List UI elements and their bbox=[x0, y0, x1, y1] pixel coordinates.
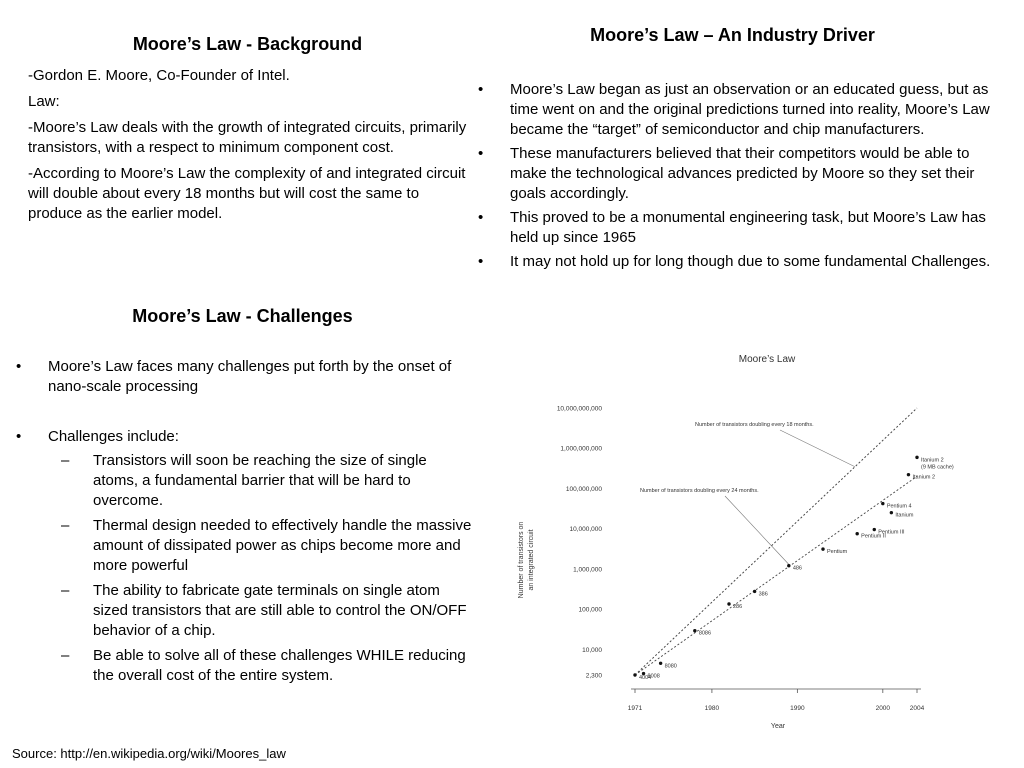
background-line: -Moore’s Law deals with the growth of integrated circuits, primarily transistors, with a respect to minimum component cost. bbox=[28, 119, 467, 156]
data-point bbox=[787, 564, 790, 567]
source-citation: Source: http://en.wikipedia.org/wiki/Moores_law bbox=[12, 746, 286, 761]
trend-leader-line bbox=[780, 430, 855, 467]
y-tick-label: 2,300 bbox=[585, 672, 602, 680]
challenge-bullet-text: Moore’s Law faces many challenges put forth by the onset of nano-scale processing bbox=[48, 358, 452, 395]
x-tick-label: 1980 bbox=[704, 705, 720, 712]
data-point bbox=[727, 602, 730, 605]
bullet-glyph: • bbox=[16, 358, 22, 375]
data-point-label: 286 bbox=[733, 603, 743, 610]
challenge-bullet bbox=[16, 427, 480, 686]
data-point-label: Pentium II bbox=[861, 533, 886, 540]
x-axis-label: Year bbox=[770, 723, 786, 730]
driver-bullet bbox=[478, 80, 995, 140]
challenge-bullet-text: Challenges include: bbox=[48, 428, 179, 445]
background-line: -Gordon E. Moore, Co-Founder of Intel. bbox=[28, 67, 290, 84]
challenges-body bbox=[16, 357, 480, 691]
challenge-sub-text: The ability to fabricate gate terminals on single atom sized transistors that are still able to control the ON/OFF behavior of a chip. bbox=[93, 582, 467, 639]
trend-leader-line bbox=[725, 496, 790, 566]
data-point bbox=[693, 629, 696, 632]
chart-title: Moore’s Law bbox=[738, 354, 796, 365]
data-point-label: 8086 bbox=[698, 630, 712, 637]
data-point bbox=[753, 590, 756, 593]
y-tick-label: 10,000,000,000 bbox=[556, 405, 602, 413]
bullet-glyph: • bbox=[478, 253, 484, 270]
data-point-label: Itanium 2 bbox=[921, 457, 944, 464]
data-point bbox=[821, 547, 824, 550]
driver-bullet bbox=[478, 252, 995, 272]
data-point-label: (9 MB cache) bbox=[921, 464, 954, 471]
data-point-label: 4004 bbox=[639, 675, 652, 681]
data-point-label: 386 bbox=[758, 591, 768, 598]
x-tick-label: 2004 bbox=[909, 705, 925, 712]
challenge-sub-item bbox=[61, 646, 475, 686]
data-point bbox=[642, 672, 645, 675]
data-point bbox=[633, 673, 636, 676]
background-body bbox=[28, 66, 470, 224]
driver-bullet-text: These manufacturers believed that their competitors would be able to make the technological advances predicted by Moore so they set their goals accordingly. bbox=[510, 145, 975, 202]
data-point bbox=[890, 511, 893, 514]
driver-bullet-text: It may not hold up for long though due to some fundamental Challenges. bbox=[510, 253, 991, 270]
data-point bbox=[855, 532, 858, 535]
challenge-sub-item bbox=[61, 451, 475, 511]
trend-line bbox=[635, 408, 917, 675]
data-point bbox=[873, 528, 876, 531]
trend-line-label: Number of transistors doubling every 24 months. bbox=[640, 488, 759, 494]
bullet-glyph: • bbox=[16, 428, 22, 445]
data-point bbox=[659, 662, 662, 665]
background-title: Moore’s Law - Background bbox=[132, 34, 363, 54]
challenge-sub-text: Thermal design needed to effectively handle the massive amount of dissipated power as chips become more and more powerful bbox=[93, 517, 472, 574]
data-point bbox=[881, 502, 884, 505]
bullet-glyph: • bbox=[478, 209, 484, 226]
trend-line-label: Number of transistors doubling every 18 months. bbox=[695, 422, 814, 428]
challenge-sub-text: Transistors will soon be reaching the size of single atoms, a fundamental barrier that will be hard to overcome. bbox=[93, 452, 427, 509]
driver-bullet-text: Moore’s Law began as just an observation or an educated guess, but as time went on and the original predictions turned into reality, Moore’s Law became the “target” of semiconductor and chip manufacturers. bbox=[510, 81, 990, 138]
y-tick-label: 100,000 bbox=[578, 606, 602, 614]
dash-glyph: – bbox=[61, 517, 70, 534]
challenge-bullet bbox=[16, 357, 480, 397]
background-line: Law: bbox=[28, 93, 60, 110]
dash-glyph: – bbox=[61, 452, 70, 469]
bullet-glyph: • bbox=[478, 145, 484, 162]
driver-bullet bbox=[478, 144, 995, 204]
challenge-sub-item bbox=[61, 516, 475, 576]
moores-law-chart bbox=[505, 340, 995, 735]
dash-glyph: – bbox=[61, 582, 70, 599]
data-point bbox=[915, 456, 918, 459]
driver-bullet bbox=[478, 208, 995, 248]
challenge-sub-item bbox=[61, 581, 475, 641]
driver-title: Moore’s Law – An Industry Driver bbox=[590, 25, 875, 45]
x-tick-label: 1990 bbox=[790, 705, 805, 712]
data-point-label: Pentium III bbox=[878, 529, 905, 536]
driver-bullet-text: This proved to be a monumental engineering task, but Moore’s Law has held up since 1965 bbox=[510, 209, 986, 246]
data-point-label: Itanium bbox=[895, 512, 914, 519]
data-point-label: 8008 bbox=[647, 673, 660, 680]
data-point-label: 486 bbox=[792, 565, 803, 572]
y-tick-label: 10,000,000 bbox=[569, 526, 602, 534]
x-tick-label: 2000 bbox=[875, 705, 891, 712]
y-tick-label: 1,000,000 bbox=[573, 566, 602, 574]
x-tick-label: 1971 bbox=[627, 705, 643, 712]
driver-body bbox=[478, 80, 995, 272]
trend-line bbox=[635, 476, 917, 675]
y-tick-label: 100,000,000 bbox=[565, 485, 602, 493]
y-tick-label: 10,000 bbox=[582, 646, 602, 654]
data-point-label: Pentium bbox=[827, 549, 848, 556]
data-point bbox=[907, 473, 910, 476]
y-axis-label: an integrated circuit bbox=[528, 529, 535, 591]
dash-glyph: – bbox=[61, 647, 70, 664]
challenge-sub-text: Be able to solve all of these challenges WHILE reducing the overall cost of the entire system. bbox=[93, 647, 466, 684]
data-point-label: Itanium 2 bbox=[912, 474, 936, 481]
data-point-label: Pentium 4 bbox=[886, 503, 912, 510]
challenges-title: Moore’s Law - Challenges bbox=[132, 306, 353, 326]
bullet-glyph: • bbox=[478, 81, 484, 98]
y-axis-label: Number of transistors on bbox=[518, 521, 525, 599]
y-tick-label: 1,000,000,000 bbox=[560, 445, 602, 453]
background-line: -According to Moore’s Law the complexity of and integrated circuit will double about every 18 months but will cost the same to produce as the earlier model. bbox=[28, 165, 466, 222]
data-point-label: 8080 bbox=[664, 663, 677, 670]
